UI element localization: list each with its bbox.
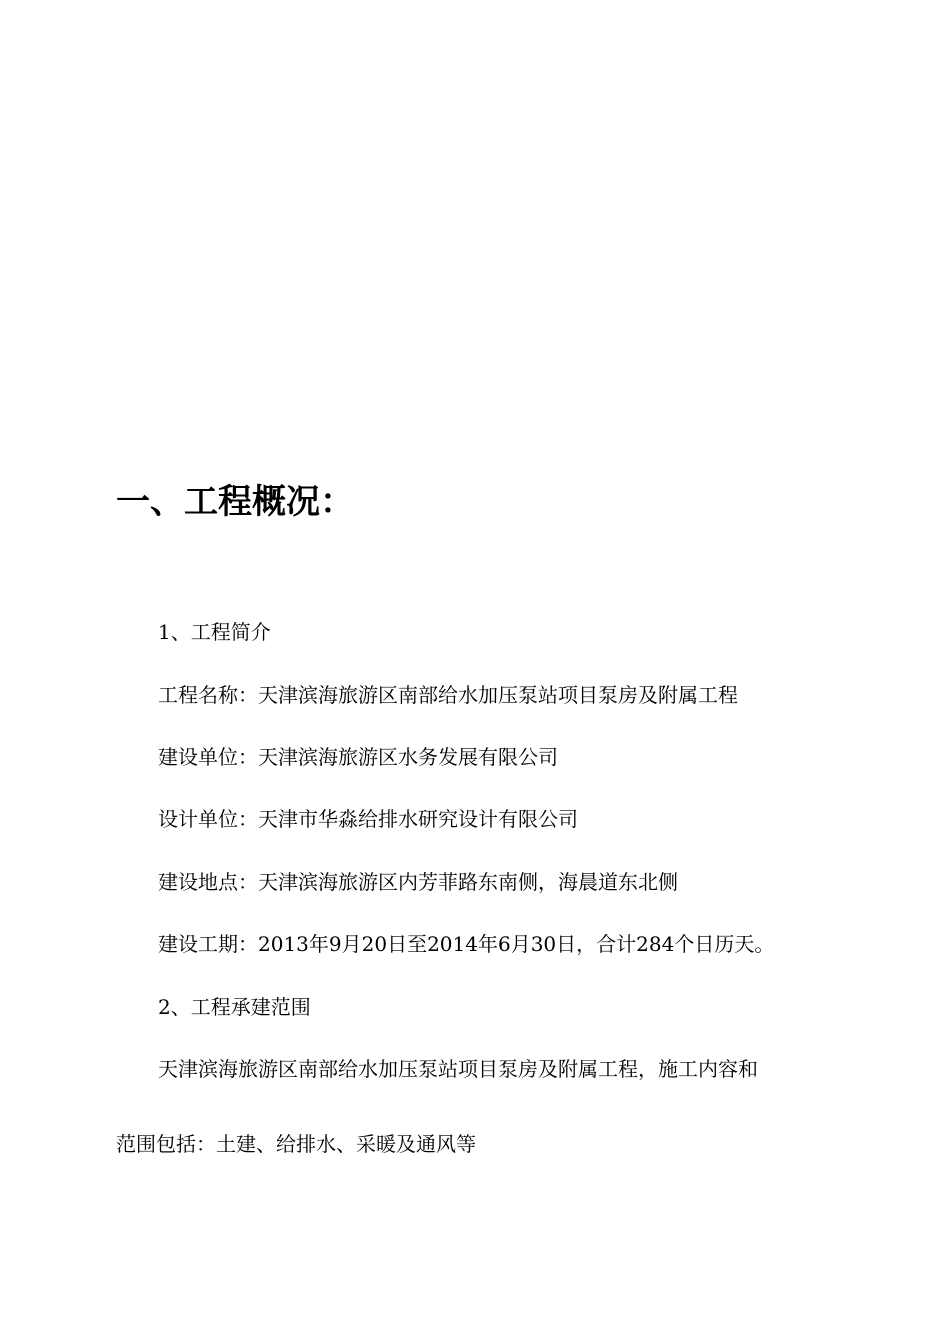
owner-line: 建设单位：天津滨海旅游区水务发展有限公司 bbox=[158, 745, 558, 769]
subsection-title-project-intro: 1、工程简介 bbox=[158, 620, 271, 644]
location-line: 建设地点：天津滨海旅游区内芳菲路东南侧，海晨道东北侧 bbox=[158, 870, 678, 894]
subsection-title-scope: 2、工程承建范围 bbox=[158, 995, 311, 1019]
designer-line: 设计单位：天津市华淼给排水研究设计有限公司 bbox=[158, 807, 578, 831]
section-heading: 一、工程概况： bbox=[116, 482, 354, 522]
scope-paragraph-line-1: 天津滨海旅游区南部给水加压泵站项目泵房及附属工程，施工内容和 bbox=[158, 1057, 758, 1081]
duration-line: 建设工期：2013年9月20日至2014年6月30日，合计284个日历天。 bbox=[158, 932, 775, 956]
project-name-line: 工程名称：天津滨海旅游区南部给水加压泵站项目泵房及附属工程 bbox=[158, 683, 738, 707]
scope-paragraph-line-2: 范围包括：土建、给排水、采暖及通风等 bbox=[116, 1132, 476, 1156]
